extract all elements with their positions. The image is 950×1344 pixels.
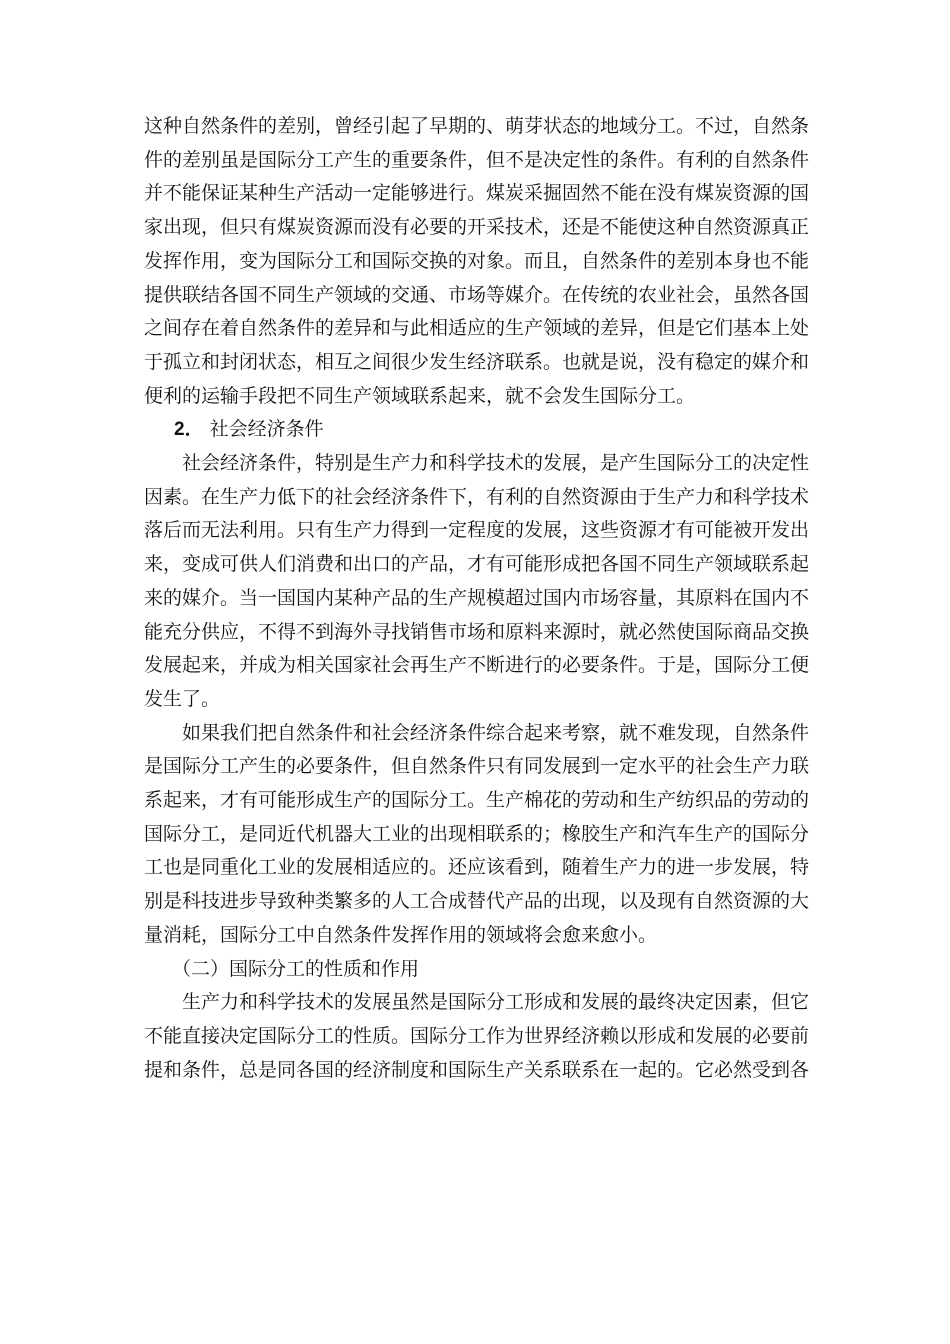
subheading-socioeconomic-conditions (144, 413, 809, 447)
document-body (144, 110, 809, 1087)
subheading-number: 2． (174, 419, 204, 441)
paragraph-nature-of-division: 生产力和科学技术的发展虽然是国际分工形成和发展的最终决定因素，但它不能直接决定国际分工的性质。国际分工作为世界经济赖以形成和发展的必要前提和条件，总是同各国的经济制度和国际生产关系联系在一起的。它必然受到各 (144, 991, 810, 1081)
paragraph-natural-conditions-continued: 这种自然条件的差别，曾经引起了早期的、萌芽状态的地域分工。不过，自然条件的差别虽是国际分工产生的重要条件，但不是决定性的条件。有利的自然条件并不能保证某种生产活动一定能够进行。煤炭采掘固然不能在没有煤炭资源的国家出现，但只有煤炭资源而没有必要的开采技术，还是不能使这种自然资源真正发挥作用，变为国际分工和国际交换的对象。而且，自然条件的差别本身也不能提供联结各国不同生产领域的交通、市场等媒介。在传统的农业社会，虽然各国之间存在着自然条件的差异和与此相适应的生产领域的差异，但是它们基本上处于孤立和封闭状态，相互之间很少发生经济联系。也就是说，没有稳定的媒介和便利的运输手段把不同生产领域联系起来，就不会发生国际分工。 (144, 115, 810, 407)
section-heading-nature-and-role: （二）国际分工的性质和作用 (172, 957, 420, 980)
subheading-text: 社会经济条件 (209, 418, 324, 441)
paragraph-socioeconomic-conditions: 社会经济条件，特别是生产力和科学技术的发展，是产生国际分工的决定性因素。在生产力低下的社会经济条件下，有利的自然资源由于生产力和科学技术落后而无法利用。只有生产力得到一定程度的发展，这些资源才有可能被开发出来，变成可供人们消费和出口的产品，才有可能形成把各国不同生产领域联系起来的媒介。当一国国内某种产品的生产规模超过国内市场容量，其原料在国内不能充分供应，不得不到海外寻找销售市场和原料来源时，就必然使国际商品交换发展起来，并成为相关国家社会再生产不断进行的必要条件。于是，国际分工便发生了。 (144, 452, 810, 710)
paragraph-combined-conditions: 如果我们把自然条件和社会经济条件综合起来考察，就不难发现，自然条件是国际分工产生的必要条件，但自然条件只有同发展到一定水平的社会生产力联系起来，才有可能形成生产的国际分工。生产棉花的劳动和生产纺织品的劳动的国际分工，是同近代机器大工业的出现相联系的；橡胶生产和汽车生产的国际分工也是同重化工业的发展相适应的。还应该看到，随着生产力的进一步发展，特别是科技进步导致种类繁多的人工合成替代产品的出现，以及现有自然资源的大量消耗，国际分工中自然条件发挥作用的领域将会愈来愈小。 (144, 721, 810, 946)
